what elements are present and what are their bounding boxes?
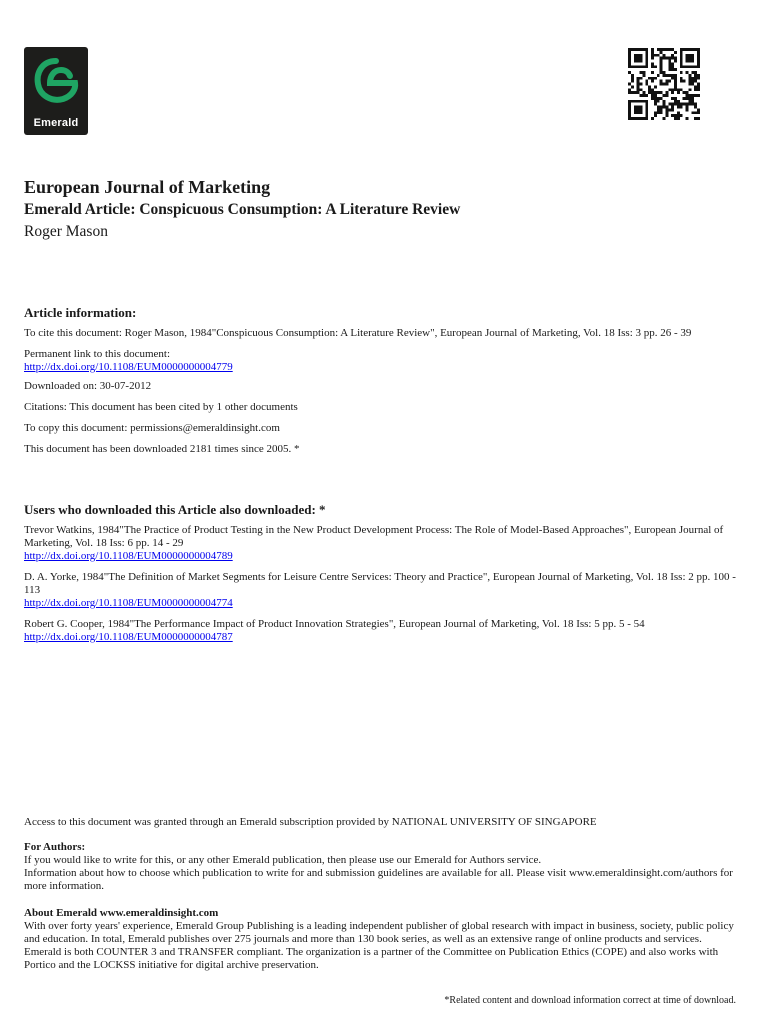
list-item [24, 571, 748, 610]
permanent-link[interactable]: http://dx.doi.org/10.1108/EUM0000000004779 [24, 361, 233, 373]
for-authors-line1: If you would like to write for this, or any other Emerald publication, then please use our Emerald for Authors service. [24, 854, 542, 866]
about-emerald [24, 907, 740, 972]
author-name: Roger Mason [24, 223, 108, 240]
related-link[interactable]: http://dx.doi.org/10.1108/EUM0000000004789 [24, 550, 233, 562]
cite-text: To cite this document: Roger Mason, 1984"Conspicuous Consumption: A Literature Review", European Journal of Marketing, Vol. 18 Iss: 3 pp. 26 - 39 [24, 327, 692, 339]
list-item [24, 524, 748, 563]
also-downloaded [24, 502, 748, 652]
for-authors-line2: Information about how to choose which publication to write for and submission guidelines are available for all. Please visit www.emeraldinsight.com/authors for more information. [24, 867, 733, 892]
for-authors-heading: For Authors: [24, 841, 86, 853]
download-count: This document has been downloaded 2181 times since 2005. * [24, 443, 300, 455]
permanent-link-block [24, 348, 748, 374]
also-downloaded-heading: Users who downloaded this Article also downloaded: * [24, 502, 326, 517]
access-note [24, 816, 740, 829]
emerald-logo [24, 47, 88, 135]
related-link[interactable]: http://dx.doi.org/10.1108/EUM0000000004774 [24, 597, 233, 609]
footnote: *Related content and download information correct at time of download. [444, 995, 736, 1006]
title-block [24, 176, 744, 242]
about-body: With over forty years' experience, Emerald Group Publishing is a leading independent publisher of global research with impact in business, society, public policy and education. In total, Emerald publishes over 275 journals and more than 130 book series, as well as an extensive range of online products and services. Emerald is both COUNTER 3 and TRANSFER compliant. The organization is a partner of the Committee on Publication Ethics (COPE) and also works with Portico and the LOCKSS initiative for digital archive preservation. [24, 920, 734, 971]
copy-text: To copy this document: permissions@emeraldinsight.com [24, 422, 280, 434]
citations-text: Citations: This document has been cited by 1 other documents [24, 401, 298, 413]
related-citation: Trevor Watkins, 1984"The Practice of Product Testing in the New Product Development Process: The Role of Model-Based Approaches", European Journal of Marketing, Vol. 18 Iss: 6 pp. 14 - 29 [24, 524, 724, 549]
article-information [24, 305, 748, 464]
for-authors [24, 841, 740, 893]
related-link[interactable]: http://dx.doi.org/10.1108/EUM0000000004787 [24, 631, 233, 643]
qr-code [626, 48, 702, 120]
about-heading: About Emerald www.emeraldinsight.com [24, 907, 219, 919]
access-text: Access to this document was granted through an Emerald subscription provided by NATIONAL UNIVERSITY OF SINGAPORE [24, 816, 597, 828]
article-title: Emerald Article: Conspicuous Consumption: A Literature Review [24, 201, 461, 218]
journal-title: European Journal of Marketing [24, 177, 271, 197]
list-item [24, 618, 748, 644]
permanent-link-label: Permanent link to this document: [24, 348, 171, 360]
related-citation: D. A. Yorke, 1984"The Definition of Market Segments for Leisure Centre Services: Theory and Practice", European Journal of Marketing, Vol. 18 Iss: 2 pp. 100 - 113 [24, 571, 736, 596]
article-info-heading: Article information: [24, 305, 137, 320]
downloaded-on: Downloaded on: 30-07-2012 [24, 380, 152, 392]
emerald-swirl-icon [30, 53, 82, 109]
related-citation: Robert G. Cooper, 1984"The Performance Impact of Product Innovation Strategies", European Journal of Marketing, Vol. 18 Iss: 5 pp. 5 - 54 [24, 618, 645, 630]
logo-text: Emerald [33, 117, 79, 129]
